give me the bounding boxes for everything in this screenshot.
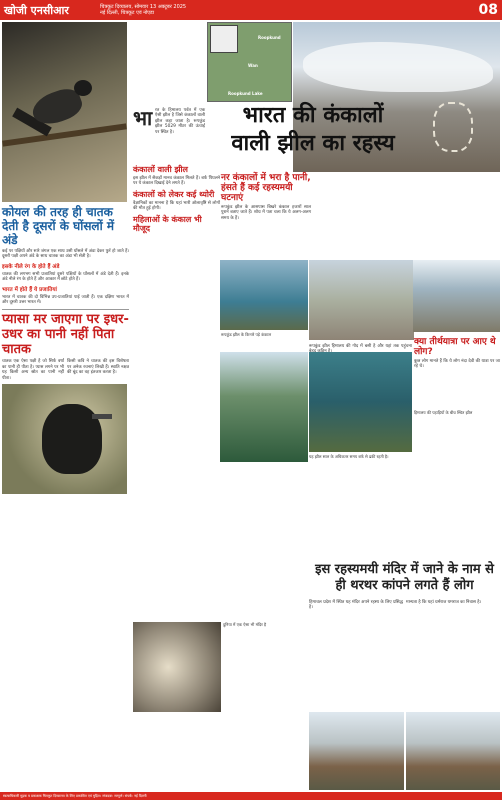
temple-text-2: मान्यता है कि यहां धर्मराज यमराज का निवास है। — [406, 600, 482, 605]
drop-cap: भा — [133, 106, 153, 130]
temple-photo-1 — [309, 712, 404, 790]
masthead — [0, 0, 502, 20]
date-line: चित्रकूट दिव्यालय, सोमवार 13 अक्टूबर 2025 — [100, 4, 187, 10]
col1-head2: कंकालों को लेकर कई थ्योरी — [133, 189, 215, 199]
story-column-4 — [414, 334, 500, 415]
bird-intro: कई पर पक्षियों और सारे जंगल एक साथ उसी घोंसले में अंडा देकर फुर्र हो जाते हैं। दूसरी पक्षी अपने अंडे के साथ चातक का अंडा भी सेती है। — [2, 249, 129, 260]
caption-3: हिमालय की पहाड़ियों के बीच स्थित झील — [414, 409, 473, 415]
lake-photo-1 — [220, 260, 308, 330]
lake-photo-3 — [309, 352, 412, 452]
col1-text2: वैज्ञानिकों का मानना है कि यहां भारी ओलावृष्टि से लोगों की मौत हुई होगी। — [133, 200, 220, 212]
col2-head: नर कंकालों में भरा है पानी, हंसते हैं कई रहस्यमयी घटनाएं — [221, 173, 311, 203]
temple-photos — [309, 712, 500, 790]
map-inset — [210, 25, 238, 53]
roopkund-map — [207, 22, 292, 102]
col1-head: कंकालों वाली झील — [133, 165, 188, 174]
story-title — [223, 102, 403, 158]
chatak-para-1: चातक एक ऐसा पक्षी है जो सिर्फ वर्षा का पानी ही पीता है। प्यास लगने पर भी यह किसी अन्य स्रोत का पानी नहीं पीता। — [2, 359, 64, 381]
mountain-photo — [413, 260, 500, 332]
chatak-headline: प्यासा मर जाएगा पर इधर-उधर का पानी नहीं पिता चातक — [2, 312, 129, 358]
story-intro: रत के हिमालय पर्वत में एक ऐसी झील है जिसे कंकालों वाली झील कहा जाता है। रूपकुंड झील 5029 मीटर की ऊंचाई पर स्थित है। — [155, 108, 205, 135]
temple-headline: इस रहस्यमयी मंदिर में जाने के नाम से ही थरथर कांपने लगते हैं लोग — [315, 562, 494, 593]
bird-headline: कोयल की तरह ही चातक देती है दूसरों के घोंसलों में अंडे — [2, 205, 115, 247]
map-label-wan: Wan — [248, 63, 258, 68]
bird-para-eggs: चातक की लगभग सभी प्रजातियां दूसरे पक्षियों के घोंसलों में अंडे देती हैं। इनके अंडे नीले रंग के होते हैं और आकार में छोटे होते हैं। — [2, 271, 129, 283]
masthead-info — [100, 4, 479, 16]
bird-subhead-species: भारत में होते हैं ये प्रजातियां — [2, 286, 57, 293]
story-column-1 — [133, 162, 220, 233]
map-label-roopkund: Roopkund — [258, 35, 281, 40]
col1-head3: महिलाओं के कंकाल भी मौजूद — [133, 214, 202, 233]
col4-text: कुछ लोग मानते हैं कि ये लोग नंदा देवी की यात्रा पर जा रहे थे। — [414, 359, 500, 370]
story-title-line1: भारत की कंकालों — [242, 103, 384, 128]
temple-story — [309, 562, 500, 611]
skulls-photo — [133, 622, 221, 712]
map-label-lake: Roopkund Lake — [228, 91, 263, 96]
edition-line: नई दिल्ली, चित्रकूट एवं नोएडा — [100, 10, 155, 16]
chatak-para-2: किसी कवि ने चातक की इस विशेषता पर अनेक रचनाएं लिखी हैं। स्वाति नक्षत्र की बूंद का वह इंतजार करता है। — [67, 359, 129, 376]
caption-1: रूपकुंड झील के किनारे पड़े कंकाल — [221, 332, 272, 337]
col3-text: रूपकुंड झील हिमालय की गोद में बसी है और यहां तक पहुंचना — [309, 344, 412, 349]
col2-text: रूपकुंड झील के आसपास बिखरे कंकाल हजारों साल पुराने बताए जाते हैं। शोध में पता चला कि ये अलग-अलग समय के हैं। — [221, 205, 311, 221]
left-column — [2, 22, 129, 790]
bird-para-species: भारत में चातक की दो विभिन्न उप-प्रजातियां पाई जाती हैं। एक दक्षिण भारत में और दूसरी उत्तर भारत में। — [2, 294, 129, 306]
footer-imprint: स्वत्वाधिकारी मुद्रक व प्रकाशक चित्रकूट दिव्यालय के लिए प्रकाशित एवं मुद्रित। संपादक: सम्पूर्ण। संपर्क: नई दिल्ली — [0, 792, 502, 800]
lake-photo-2 — [220, 352, 308, 462]
brand-title: खोजी एनसीआर — [4, 3, 69, 17]
page-number: 08 — [478, 2, 498, 18]
col1-text: इस झील में सैकड़ों मानव कंकाल मिलते हैं। बर्फ पिघलने पर ये कंकाल दिखाई देने लगते हैं। — [133, 176, 220, 187]
bird-subhead-eggs: इसके नीले रंग के होते हैं अंडे — [2, 263, 60, 270]
temple-text-1: हिमाचल प्रदेश में स्थित यह मंदिर अपने रहस्य के लिए प्रसिद्ध है। — [309, 600, 403, 611]
story-title-line2: वाली झील का रहस्य — [231, 131, 395, 156]
story-column-2 — [221, 170, 311, 221]
caption-2: यह झील साल के अधिकतर समय बर्फ से ढकी रहती है। — [309, 454, 389, 459]
trek-photo — [309, 260, 414, 340]
temple-photo-2 — [406, 712, 501, 790]
small-caption: दुनिया में एक ऐसा भी मंदिर है — [223, 622, 267, 627]
chatak-box — [2, 309, 129, 381]
chatak-photo — [2, 384, 127, 494]
col4-head: क्या तीर्थयात्रा पर आए थे लोग? — [414, 337, 496, 357]
main-story — [133, 22, 500, 790]
bird-photo — [2, 22, 127, 202]
